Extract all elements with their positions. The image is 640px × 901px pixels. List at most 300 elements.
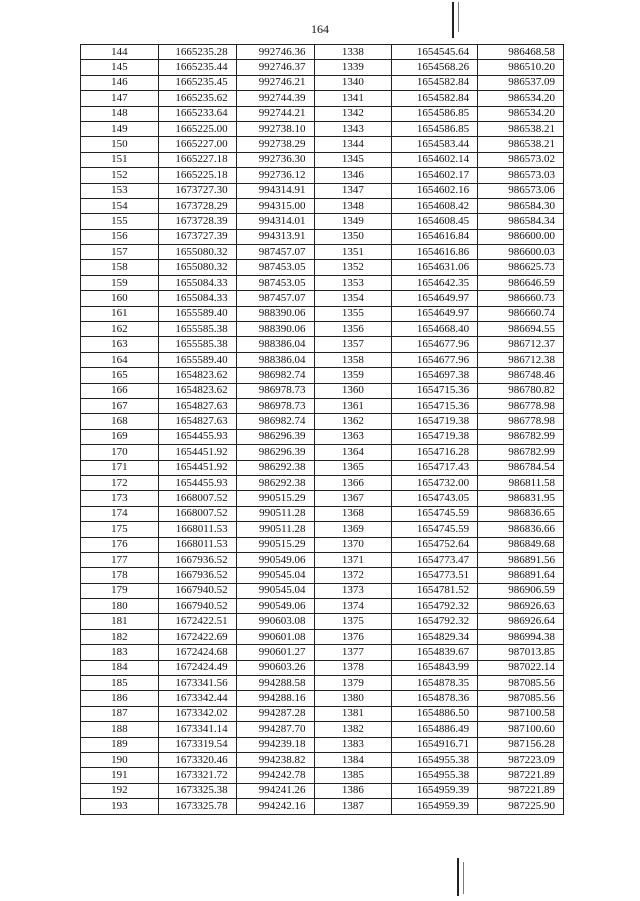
table-cell: 986573.03 [478,168,564,183]
table-cell: 1654955.38 [392,752,478,767]
table-cell: 994313.91 [236,229,314,244]
table-cell: 994288.16 [236,691,314,706]
table-cell: 157 [81,245,159,260]
table-cell: 1654716.28 [392,445,478,460]
table-cell: 994238.82 [236,752,314,767]
table-row [81,676,564,691]
table-cell: 1654823.62 [158,368,236,383]
table-cell: 165 [81,368,159,383]
table-cell: 172 [81,475,159,490]
table-cell: 987085.56 [478,691,564,706]
table-cell: 1665235.45 [158,75,236,90]
table-row [81,322,564,337]
table-cell: 1673325.38 [158,783,236,798]
table-cell: 1654697.38 [392,368,478,383]
table-cell: 192 [81,783,159,798]
table-cell: 1654732.00 [392,475,478,490]
table-row [81,383,564,398]
table-cell: 986694.55 [478,322,564,337]
table-cell: 988386.04 [236,352,314,367]
table-cell: 987221.89 [478,783,564,798]
table-cell: 1349 [314,214,392,229]
table-row [81,429,564,444]
table-row [81,91,564,106]
table-cell: 1654886.50 [392,706,478,721]
table-cell: 1369 [314,522,392,537]
table-cell: 986782.99 [478,429,564,444]
table-cell: 986778.98 [478,398,564,413]
table-cell: 1654792.32 [392,614,478,629]
table-cell: 155 [81,214,159,229]
table-cell: 994242.16 [236,799,314,814]
table-cell: 986778.98 [478,414,564,429]
table-row [81,460,564,475]
table-cell: 986748.46 [478,368,564,383]
table-cell: 174 [81,506,159,521]
table-cell: 1384 [314,752,392,767]
table-row [81,60,564,75]
table-cell: 1363 [314,429,392,444]
table-cell: 986906.59 [478,583,564,598]
table-cell: 1378 [314,660,392,675]
table-cell: 986296.39 [236,445,314,460]
table-cell: 1370 [314,537,392,552]
table-cell: 990511.28 [236,506,314,521]
table-cell: 986712.37 [478,337,564,352]
table-cell: 1654823.62 [158,383,236,398]
table-cell: 1348 [314,198,392,213]
table-row [81,337,564,352]
table-cell: 1367 [314,491,392,506]
table-cell: 990601.08 [236,629,314,644]
table-cell: 994241.26 [236,783,314,798]
table-cell: 986660.73 [478,291,564,306]
table-cell: 1665227.18 [158,152,236,167]
table-cell: 990515.29 [236,537,314,552]
table-cell: 986573.02 [478,152,564,167]
table-cell: 994315.00 [236,198,314,213]
table-cell: 986510.20 [478,60,564,75]
table-cell: 1654829.34 [392,629,478,644]
table-cell: 986538.21 [478,137,564,152]
table-cell: 1654827.63 [158,398,236,413]
table-cell: 1672424.68 [158,645,236,660]
table-cell: 1654959.39 [392,783,478,798]
table-cell: 986811.58 [478,475,564,490]
table-cell: 1654916.71 [392,737,478,752]
table-cell: 183 [81,645,159,660]
table-row [81,306,564,321]
table-cell: 1673727.39 [158,229,236,244]
table-cell: 1381 [314,706,392,721]
table-row [81,537,564,552]
table-cell: 986625.73 [478,260,564,275]
table-cell: 1673319.54 [158,737,236,752]
table-row [81,475,564,490]
table-cell: 1654451.92 [158,445,236,460]
table-cell: 1654886.49 [392,722,478,737]
table-row [81,106,564,121]
table-cell: 1665235.44 [158,60,236,75]
table-cell: 992738.10 [236,121,314,136]
table-cell: 1668011.53 [158,522,236,537]
table-cell: 987013.85 [478,645,564,660]
table-cell: 1374 [314,599,392,614]
table-cell: 1654602.16 [392,183,478,198]
table-cell: 1654608.42 [392,198,478,213]
table-cell: 987457.07 [236,245,314,260]
table-cell: 167 [81,398,159,413]
table-cell: 1361 [314,398,392,413]
table-cell: 1654649.97 [392,291,478,306]
table-cell: 1673325.78 [158,799,236,814]
table-cell: 1654773.47 [392,552,478,567]
table-cell: 1668007.52 [158,506,236,521]
table-cell: 1654602.17 [392,168,478,183]
table-cell: 1654773.51 [392,568,478,583]
table-cell: 153 [81,183,159,198]
table-cell: 1343 [314,121,392,136]
table-cell: 1340 [314,75,392,90]
table-row [81,45,564,60]
table-cell: 1667940.52 [158,583,236,598]
table-cell: 1665235.28 [158,45,236,60]
table-cell: 987223.09 [478,752,564,767]
table-cell: 188 [81,722,159,737]
table-cell: 159 [81,275,159,290]
table-cell: 1368 [314,506,392,521]
table-cell: 1665225.00 [158,121,236,136]
table-cell: 1344 [314,137,392,152]
table-cell: 986831.95 [478,491,564,506]
table-cell: 154 [81,198,159,213]
table-cell: 1360 [314,383,392,398]
table-cell: 1665225.18 [158,168,236,183]
table-cell: 173 [81,491,159,506]
table-cell: 986292.38 [236,460,314,475]
table-cell: 990545.04 [236,583,314,598]
scan-mark [463,862,464,894]
table-cell: 1355 [314,306,392,321]
table-row [81,229,564,244]
table-cell: 1665235.62 [158,91,236,106]
table-cell: 1358 [314,352,392,367]
table-cell: 186 [81,691,159,706]
table-cell: 1371 [314,552,392,567]
table-cell: 987457.07 [236,291,314,306]
table-cell: 994314.01 [236,214,314,229]
table-row [81,491,564,506]
table-row [81,121,564,136]
table-cell: 988390.06 [236,322,314,337]
table-cell: 150 [81,137,159,152]
table-cell: 990511.28 [236,522,314,537]
table-cell: 987085.56 [478,676,564,691]
table-cell: 156 [81,229,159,244]
table-cell: 1668007.52 [158,491,236,506]
table-cell: 992736.12 [236,168,314,183]
table-cell: 1372 [314,568,392,583]
table-cell: 1347 [314,183,392,198]
table-cell: 1654631.06 [392,260,478,275]
table-cell: 992738.29 [236,137,314,152]
table-cell: 1364 [314,445,392,460]
table-cell: 992746.36 [236,45,314,60]
table-cell: 992736.30 [236,152,314,167]
table-cell: 992746.37 [236,60,314,75]
table-cell: 1357 [314,337,392,352]
table-cell: 986534.20 [478,106,564,121]
table-cell: 1654616.86 [392,245,478,260]
table-cell: 1673728.29 [158,198,236,213]
table-row [81,260,564,275]
table-cell: 1366 [314,475,392,490]
table-row [81,799,564,814]
table-cell: 1667940.52 [158,599,236,614]
table-cell: 169 [81,429,159,444]
table-cell: 1351 [314,245,392,260]
table-cell: 181 [81,614,159,629]
table-cell: 992744.39 [236,91,314,106]
table-cell: 987100.58 [478,706,564,721]
table-row [81,552,564,567]
table-cell: 1379 [314,676,392,691]
table-cell: 180 [81,599,159,614]
table-cell: 1387 [314,799,392,814]
table-cell: 166 [81,383,159,398]
table-row [81,198,564,213]
table-cell: 1380 [314,691,392,706]
table-cell: 986982.74 [236,368,314,383]
table-row [81,660,564,675]
table-cell: 990545.04 [236,568,314,583]
table-cell: 986784.54 [478,460,564,475]
table-row [81,245,564,260]
scan-mark [457,858,459,896]
table-cell: 193 [81,799,159,814]
table-cell: 1654752.64 [392,537,478,552]
table-cell: 990515.29 [236,491,314,506]
table-cell: 1673728.39 [158,214,236,229]
table-cell: 1655585.38 [158,322,236,337]
table-cell: 161 [81,306,159,321]
table-cell: 986537.09 [478,75,564,90]
table-cell: 1672424.49 [158,660,236,675]
table-cell: 1385 [314,768,392,783]
table-cell: 986978.73 [236,398,314,413]
table-cell: 1654583.44 [392,137,478,152]
table-cell: 1654878.35 [392,676,478,691]
table-cell: 987453.05 [236,260,314,275]
table-cell: 1668011.53 [158,537,236,552]
table-cell: 987453.05 [236,275,314,290]
table-row [81,352,564,367]
table-cell: 1654717.43 [392,460,478,475]
table-cell: 163 [81,337,159,352]
table-cell: 986994.38 [478,629,564,644]
table-cell: 175 [81,522,159,537]
table-cell: 986538.21 [478,121,564,136]
table-cell: 1654745.59 [392,506,478,521]
table-cell: 176 [81,537,159,552]
table-cell: 1654719.38 [392,414,478,429]
table-cell: 987225.90 [478,799,564,814]
table-row [81,629,564,644]
table-cell: 1341 [314,91,392,106]
table-cell: 184 [81,660,159,675]
table-cell: 986646.59 [478,275,564,290]
table-cell: 986573.06 [478,183,564,198]
table-row [81,445,564,460]
table-row [81,214,564,229]
table-row [81,783,564,798]
table-cell: 986292.38 [236,475,314,490]
table-cell: 986584.30 [478,198,564,213]
table-cell: 152 [81,168,159,183]
coordinates-table-body [81,45,564,815]
table-cell: 1356 [314,322,392,337]
table-cell: 1673341.14 [158,722,236,737]
table-cell: 986600.03 [478,245,564,260]
table-cell: 1350 [314,229,392,244]
scan-mark [458,2,459,32]
table-row [81,291,564,306]
table-row [81,414,564,429]
table-row [81,706,564,721]
table-cell: 986296.39 [236,429,314,444]
table-cell: 986782.99 [478,445,564,460]
table-row [81,506,564,521]
table-cell: 1373 [314,583,392,598]
table-cell: 1654582.84 [392,75,478,90]
table-cell: 1654745.59 [392,522,478,537]
table-cell: 151 [81,152,159,167]
table-row [81,522,564,537]
table-cell: 1345 [314,152,392,167]
table-cell: 162 [81,322,159,337]
table-cell: 987022.14 [478,660,564,675]
table-cell: 146 [81,75,159,90]
table-cell: 1377 [314,645,392,660]
table-cell: 182 [81,629,159,644]
table-cell: 1655589.40 [158,352,236,367]
table-cell: 1654839.67 [392,645,478,660]
table-cell: 987100.60 [478,722,564,737]
table-cell: 1655084.33 [158,275,236,290]
page-number: 164 [311,22,329,36]
table-cell: 179 [81,583,159,598]
table-cell: 1654568.26 [392,60,478,75]
table-cell: 1673341.56 [158,676,236,691]
table-cell: 1362 [314,414,392,429]
table-cell: 990601.27 [236,645,314,660]
table-cell: 1654451.92 [158,460,236,475]
table-row [81,152,564,167]
table-cell: 1654545.64 [392,45,478,60]
table-cell: 1654715.36 [392,383,478,398]
table-cell: 986926.63 [478,599,564,614]
table-cell: 1654959.39 [392,799,478,814]
table-cell: 1654668.40 [392,322,478,337]
table-cell: 986780.82 [478,383,564,398]
table-cell: 1654616.84 [392,229,478,244]
table-cell: 1654642.35 [392,275,478,290]
table-cell: 1654677.96 [392,337,478,352]
table-cell: 1352 [314,260,392,275]
table-row [81,398,564,413]
table-cell: 1376 [314,629,392,644]
table-cell: 986891.64 [478,568,564,583]
table-cell: 1654743.05 [392,491,478,506]
table-cell: 986982.74 [236,414,314,429]
table-row [81,168,564,183]
table-cell: 189 [81,737,159,752]
table-cell: 158 [81,260,159,275]
table-cell: 988390.06 [236,306,314,321]
table-cell: 1654455.93 [158,429,236,444]
table-cell: 1654649.97 [392,306,478,321]
table-cell: 1654602.14 [392,152,478,167]
table-cell: 1673727.30 [158,183,236,198]
table-cell: 1655080.32 [158,245,236,260]
table-cell: 1654827.63 [158,414,236,429]
table-cell: 1665233.64 [158,106,236,121]
table-cell: 168 [81,414,159,429]
table-cell: 1654878.36 [392,691,478,706]
table-cell: 1654582.84 [392,91,478,106]
table-cell: 986891.56 [478,552,564,567]
table-cell: 987156.28 [478,737,564,752]
table-cell: 1655585.38 [158,337,236,352]
table-cell: 990603.26 [236,660,314,675]
table-row [81,645,564,660]
table-cell: 1654843.99 [392,660,478,675]
table-cell: 1654608.45 [392,214,478,229]
table-cell: 190 [81,752,159,767]
table-cell: 986468.58 [478,45,564,60]
table-cell: 1365 [314,460,392,475]
table-cell: 1353 [314,275,392,290]
table-cell: 986836.65 [478,506,564,521]
table-cell: 147 [81,91,159,106]
table-cell: 986849.68 [478,537,564,552]
table-cell: 986534.20 [478,91,564,106]
table-cell: 144 [81,45,159,60]
table-cell: 1673342.44 [158,691,236,706]
table-row [81,599,564,614]
table-row [81,275,564,290]
table-cell: 1655589.40 [158,306,236,321]
table-cell: 1339 [314,60,392,75]
table-cell: 145 [81,60,159,75]
table-cell: 1338 [314,45,392,60]
table-cell: 990603.08 [236,614,314,629]
table-cell: 1654781.52 [392,583,478,598]
table-cell: 177 [81,552,159,567]
table-cell: 994287.70 [236,722,314,737]
table-cell: 1382 [314,722,392,737]
table-cell: 170 [81,445,159,460]
table-cell: 994288.58 [236,676,314,691]
table-cell: 1383 [314,737,392,752]
table-cell: 1386 [314,783,392,798]
table-cell: 1665227.00 [158,137,236,152]
table-cell: 986660.74 [478,306,564,321]
table-cell: 1375 [314,614,392,629]
table-cell: 160 [81,291,159,306]
table-cell: 1654715.36 [392,398,478,413]
table-cell: 1672422.69 [158,629,236,644]
